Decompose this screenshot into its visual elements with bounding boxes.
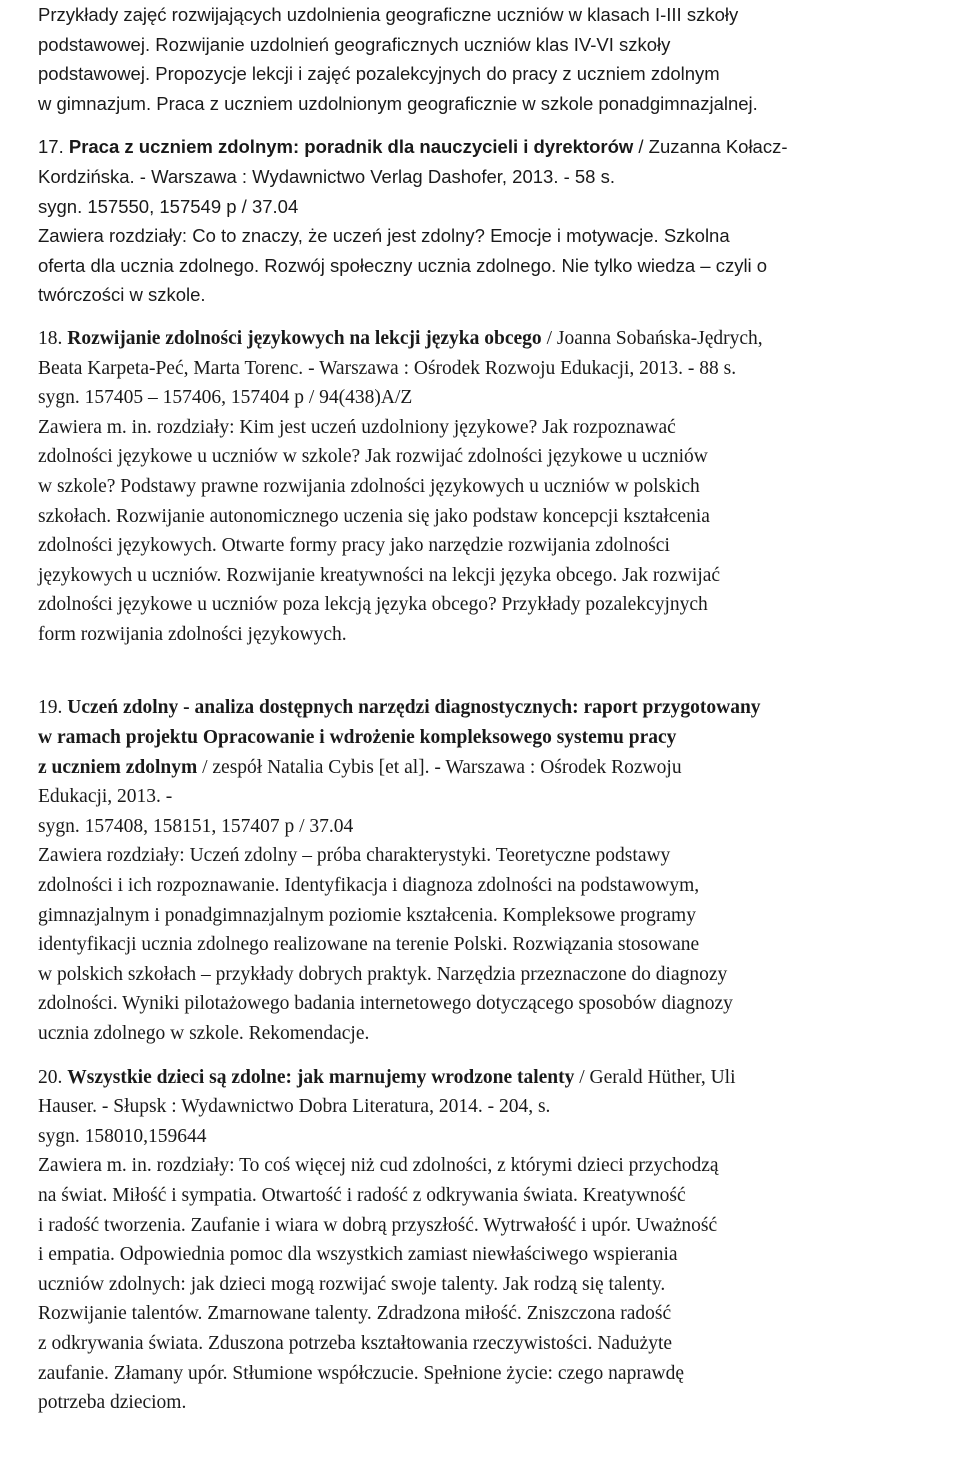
entry-contents-line: z odkrywania świata. Zduszona potrzeba kształtowania rzeczywistości. Nadużyte: [38, 1332, 673, 1354]
entry-signature: sygn. 157408, 158151, 157407 p / 37.04: [38, 815, 354, 837]
entry-author: / Joanna Sobańska-Jędrych,: [541, 327, 763, 349]
intro-line: podstawowej. Propozycje lekcji i zajęć pozalekcyjnych do pracy z uczniem zdolnym: [38, 63, 720, 85]
entry-author: Hauser.: [38, 1096, 98, 1118]
entry-contents-line: identyfikacji ucznia zdolnego realizowane na terenie Polski. Rozwiązania stosowane: [38, 934, 700, 956]
entry-author: / Zuzanna Kołacz-: [633, 136, 788, 158]
intro-block: [38, 0, 948, 118]
entry-contents-line: zdolności językowe u uczniów w szkole? Jak rozwijać zdolności językowe u uczniów: [38, 446, 708, 468]
entry-title: Wszystkie dzieci są zdolne: jak marnujemy wrodzone talenty: [67, 1066, 575, 1088]
entry-publication: Edukacji, 2013. -: [38, 786, 173, 808]
entry-contents-line: Zawiera rozdziały: Uczeń zdolny – próba charakterystyki. Teoretyczne podstawy: [38, 845, 671, 867]
bibliography-entry-17: [38, 132, 948, 310]
entry-number: 19.: [38, 697, 63, 719]
entry-contents-line: zdolności językowych. Otwarte formy pracy jako narzędzie rozwijania zdolności: [38, 535, 670, 557]
entry-title: w ramach projektu Opracowanie i wdrożenie kompleksowego systemu pracy: [38, 727, 677, 749]
entry-title: z uczniem zdolnym: [38, 756, 198, 778]
entry-author: / zespół Natalia Cybis [et al]. - Warszawa : Ośrodek Rozwoju: [197, 756, 682, 778]
entry-signature: sygn. 158010,159644: [38, 1125, 207, 1147]
entry-number: 18.: [38, 327, 63, 349]
entry-contents-line: Zawiera m. in. rozdziały: Kim jest uczeń uzdolniony językowe? Jak rozpoznawać: [38, 416, 676, 438]
entry-contents-line: oferta dla ucznia zdolnego. Rozwój społeczny ucznia zdolnego. Nie tylko wiedza – czyli o: [38, 254, 768, 276]
entry-signature: sygn. 157550, 157549 p / 37.04: [38, 195, 299, 217]
entry-publication: - Słupsk : Wydawnictwo Dobra Literatura, 2014. - 204, s.: [97, 1096, 551, 1118]
entry-contents-line: i radość tworzenia. Zaufanie i wiara w dobrą przyszłość. Wytrwałość i upór. Uważność: [38, 1214, 718, 1236]
entry-contents-line: i empatia. Odpowiednia pomoc dla wszystkich zamiast niewłaściwego wspierania: [38, 1244, 678, 1266]
entry-contents-line: zdolności. Wyniki pilotażowego badania internetowego dotyczącego sposobów diagnozy: [38, 993, 733, 1015]
entry-contents-line: form rozwijania zdolności językowych.: [38, 623, 347, 645]
entry-author: / Gerald Hüther, Uli: [574, 1066, 736, 1088]
intro-line: w gimnazjum. Praca z uczniem uzdolnionym geograficznie w szkole ponadgimnazjalnej.: [38, 92, 758, 114]
entry-contents-line: szkołach. Rozwijanie autonomicznego uczenia się jako podstaw koncepcji kształcenia: [38, 505, 710, 527]
entry-contents-line: ucznia zdolnego w szkole. Rekomendacje.: [38, 1023, 370, 1044]
entry-contents-line: zdolności i ich rozpoznawanie. Identyfikacja i diagnoza zdolności na podstawowym,: [38, 875, 700, 897]
entry-contents-line: językowych u uczniów. Rozwijanie kreatywności na lekcji języka obcego. Jak rozwijać: [38, 564, 721, 586]
entry-contents-line: Zawiera rozdziały: Co to znaczy, że uczeń jest zdolny? Emocje i motywacje. Szkolna: [38, 225, 730, 247]
entry-contents-line: gimnazjalnym i ponadgimnazjalnym poziomie kształcenia. Kompleksowe programy: [38, 904, 696, 926]
bibliography-entry-19: [38, 693, 948, 1048]
entry-contents-line: uczniów zdolnych: jak dzieci mogą rozwijać swoje talenty. Jak rodzą się talenty.: [38, 1273, 666, 1295]
entry-contents-line: w polskich szkołach – przykłady dobrych praktyk. Narzędzia przeznaczone do diagnozy: [38, 963, 728, 985]
entry-contents-line: na świat. Miłość i sympatia. Otwartość i radość z odkrywania świata. Kreatywność: [38, 1184, 686, 1206]
intro-line: podstawowej. Rozwijanie uzdolnień geograficznych uczniów klas IV-VI szkoły: [38, 33, 671, 55]
entry-author: Kordzińska.: [38, 165, 135, 187]
entry-contents-line: zdolności językowe u uczniów poza lekcją języka obcego? Przykłady pozalekcyjnych: [38, 594, 708, 616]
intro-line: Przykłady zajęć rozwijających uzdolnienia geograficzne uczniów w klasach I-III szkoły: [38, 4, 739, 25]
entry-contents-line: zaufanie. Złamany upór. Stłumione współczucie. Spełnione życie: czego naprawdę: [38, 1362, 684, 1384]
entry-contents-line: potrzeba dzieciom.: [38, 1392, 187, 1414]
entry-title: Rozwijanie zdolności językowych na lekcji języka obcego: [67, 327, 542, 349]
document-page: [38, 0, 948, 1418]
bibliography-entry-20: [38, 1063, 948, 1418]
entry-author: Beata Karpeta-Peć, Marta Torenc.: [38, 357, 304, 379]
entry-contents-line: Zawiera m. in. rozdziały: To coś więcej niż cud zdolności, z którymi dzieci przychodzą: [38, 1155, 719, 1177]
entry-contents-line: w szkole? Podstawy prawne rozwijania zdolności językowych u uczniów w polskich: [38, 475, 700, 497]
entry-title: Praca z uczniem zdolnym: poradnik dla nauczycieli i dyrektorów: [68, 136, 634, 158]
entry-number: 17.: [38, 136, 64, 158]
bibliography-entry-18: [38, 324, 948, 650]
entry-publication: - Warszawa : Ośrodek Rozwoju Edukacji, 2013. - 88 s.: [303, 357, 737, 379]
entry-signature: sygn. 157405 – 157406, 157404 p / 94(438)A/Z: [38, 387, 413, 409]
entry-number: 20.: [38, 1066, 63, 1088]
entry-title: Uczeń zdolny - analiza dostępnych narzędzi diagnostycznych: raport przygotowany: [67, 697, 761, 719]
entry-contents-line: twórczości w szkole.: [38, 284, 206, 306]
entry-contents-line: Rozwijanie talentów. Zmarnowane talenty. Zdradzona miłość. Zniszczona radość: [38, 1303, 672, 1325]
entry-publication: - Warszawa : Wydawnictwo Verlag Dashofer, 2013. - 58 s.: [134, 165, 616, 187]
